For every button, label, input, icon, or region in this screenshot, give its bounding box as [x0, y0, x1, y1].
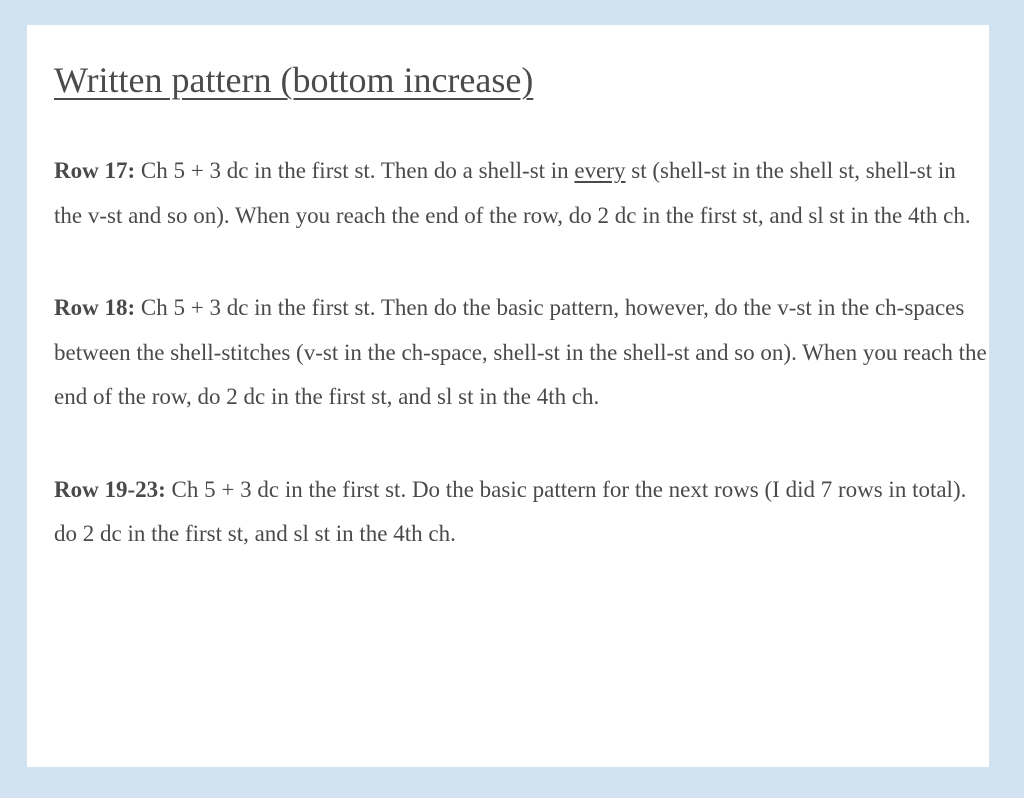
- row-17-label: Row 17:: [54, 158, 136, 183]
- row-19-23-paragraph: [54, 468, 989, 557]
- row-18-label: Row 18:: [54, 295, 136, 320]
- row-17-text-before: Ch 5 + 3 dc in the first st. Then do a shell-st in: [135, 158, 575, 183]
- row-17-emphasis: every: [574, 158, 626, 183]
- row-18-paragraph: [54, 286, 989, 420]
- row-19-23-text: Ch 5 + 3 dc in the first st. Do the basic pattern for the next rows (I did 7 rows in total). do 2 dc in the first st, and sl st in the 4th ch.: [54, 476, 967, 546]
- row-17-paragraph: [54, 149, 989, 238]
- row-17-text-after: st (shell-st in the shell st, shell-st in the v-st and so on). When you reach the end of the row, do 2 dc in the first st, and sl st in the 4th ch.: [54, 158, 971, 228]
- page-title: Written pattern (bottom increase): [54, 60, 534, 100]
- row-18-text: Ch 5 + 3 dc in the first st. Then do the basic pattern, however, do the v-st in the ch-spaces between the shell-stitches (v-st in the ch-space, shell-st in the shell-st and so on). When you reach the end of the row, do 2 dc in the first st, and sl st in the 4th ch.: [54, 295, 987, 409]
- row-19-23-label: Row 19-23:: [54, 476, 166, 502]
- content-card: [27, 25, 989, 767]
